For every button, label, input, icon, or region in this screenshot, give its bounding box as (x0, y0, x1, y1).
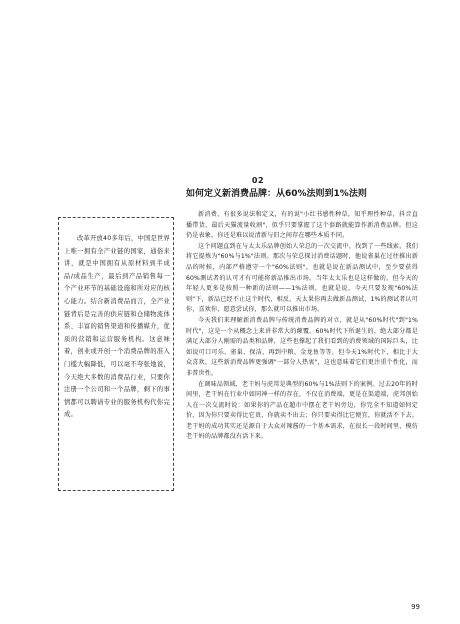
chapter-title: 如何定义新消费品牌：从60%法则到1%法则 (186, 189, 367, 199)
body-paragraph: 这个问题直到在与太太乐品牌创始人荣总的一次交流中，找到了一些线索，我们将它提炼为"60%与1%"法则。那次与荣总探讨消费话题时，他说雀巢在过往推出新品的时候，内部严格遵守一个"60%法则"，也就是说在新品测试中，至少要获得60%测试者的认可才有可能将新品推出市场。当年太太乐也是这样做的，但今天的年轻人更多是按照一种新的法则——1%法则，也就是说，今天只要发现"60%法则"下，新品已经不止这个时代，相反，天太果你再去做新品测试，1%的测试者认可你，喜欢你，愿意尝试你，那么就可以推出市场。 (186, 242, 418, 314)
main-body (186, 210, 418, 443)
body-paragraph: 今天我们来理解新消费品牌与传统消费品牌的对立，就是从"60%时代"到"1%时代"，这是一个从概念上来讲非常大的颠覆。60%时代下所诞生的，绝大部分都是满足大部分人刚需的品类和品牌，这些也撑起了我们看到的消费领域的国际巨头，比如说可口可乐、雀巢、保洁，再到中粮、金龙鱼等等，但今天1%时代下，相比于大众喜欢，这些新消费品牌更强调"一部分人热衷"，这也意味着它们更注重个性化，而非普世性。 (186, 316, 418, 377)
sidebar-text: 改革开放40多年后，中国是世界上唯一拥有全产业链的国家，通俗来讲，就是中国拥有从原材料到半成品/成品生产，最后到产品销售每一个产业环节的基础设施和所对应的核心能力。结合新消费品而言，全产业链背后是完善的供应链和仓储物流体系、丰富的销售渠道和传播媒介，优质的营销和运营服务机构。这意味着，创业或开创一个消费品牌的准入门槛大幅降低，可以毫不夸张地说，今天绝大多数的消费品行业，只要你注册一个公司和一个品牌，剩下的事情都可以聘请专业的服务机构代你完成。 (64, 235, 170, 419)
body-paragraph: 在调味品领域，老干妈与虎邦是典型的60%与1%法则下的案例。过去20年的时间里，老干妈在行业中如同神一样的存在，不仅在消费端，更是在渠道端，虎邦创始人在一次交流时说：如果你的产品在超市中摆在老干妈旁边，你完全不知道如何定价，因为你只要卖得比它贵，你就卖不出去；你只要卖得比它便宜，你就活不下去。老干妈的成功其实还是源自于大众对辣酱的一个基本需求，在很长一段时间里，模仿老干妈的品牌都没有活下来。 (186, 380, 418, 441)
body-paragraph: 新消费，有很多说法和定义，有的说"小红书感性种草，知乎理性种草，抖音直播带货，最后天猫流量收割"，似乎只要掌握了这个套路就能算作新消费品牌。但这仍是表象，你还是难以说清新与旧之间存在哪些本质不同。 (186, 211, 418, 240)
page-number: 99 (411, 603, 420, 611)
chapter-number: 02 (251, 176, 265, 185)
